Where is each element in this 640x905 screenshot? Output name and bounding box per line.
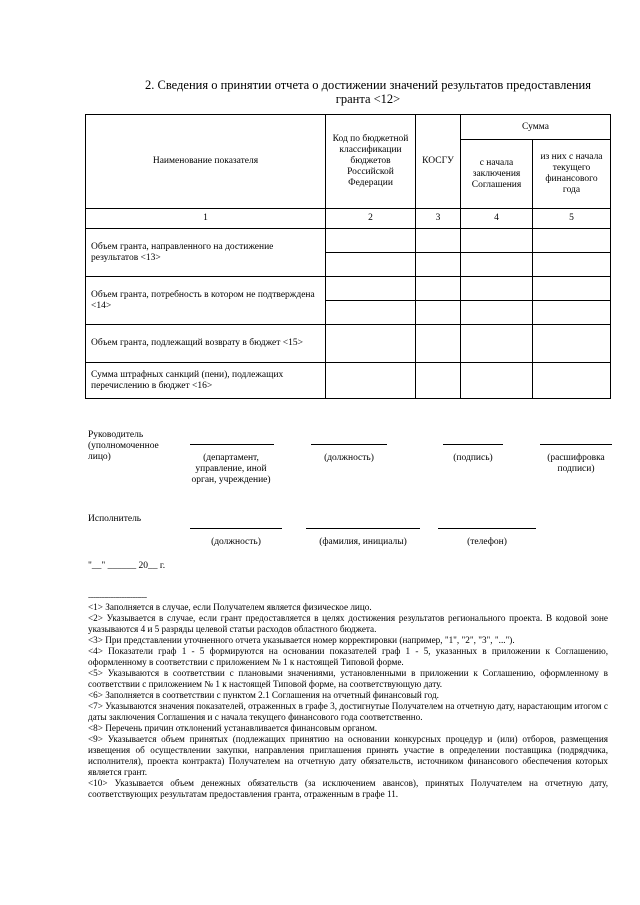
footnote: <3> При представлении уточненного отчета указывается номер корректировки (например, "1", "2", "3", "..."). (88, 635, 515, 645)
table-cell (461, 253, 533, 277)
table-cell (416, 229, 461, 253)
table-cell (461, 277, 533, 301)
footnote: <1> Заполняется в случае, если Получателем является физическое лицо. (88, 602, 372, 612)
table-cell (533, 301, 611, 325)
date-line: "__" ______ 20__ г. (88, 561, 166, 571)
head-label: Руководитель (уполномоченное лицо) (88, 430, 159, 462)
signature-line (306, 528, 420, 529)
header-indicator-name: Наименование показателя (86, 115, 326, 209)
table-cell (416, 363, 461, 399)
footnote-separator: -------------------------------- (88, 593, 147, 601)
column-number: 3 (416, 209, 461, 229)
table-cell (461, 325, 533, 363)
footnote: <6> Заполняется в соответствии с пунктом 2.1 Соглашения на отчетный финансовый год. (88, 690, 439, 700)
footnote: <10> Указывается объем денежных обязательств (за исключением авансов), принятых Получателем на отчетную дату, соответствующих результатам предоставления гранта, отраженным в графе 11. (88, 778, 608, 799)
signature-line (540, 444, 612, 445)
table-row (86, 363, 611, 399)
table-cell (461, 301, 533, 325)
decoding-caption: (расшифровка подписи) (547, 453, 605, 474)
table-cell (326, 301, 416, 325)
table-cell (416, 277, 461, 301)
table-cell (326, 277, 416, 301)
table-row (86, 325, 611, 363)
table-cell (533, 253, 611, 277)
executor-label: Исполнитель (88, 514, 142, 524)
table-cell (461, 363, 533, 399)
exec-name-caption: (фамилия, инициалы) (319, 537, 407, 547)
table-cell (416, 325, 461, 363)
footnotes (88, 602, 608, 800)
section-title (118, 78, 618, 106)
dept-caption: (департамент, управление, иной орган, учреждение) (191, 453, 271, 485)
table-cell (416, 253, 461, 277)
exec-phone-caption: (телефон) (467, 537, 507, 547)
exec-position-caption: (должность) (211, 537, 261, 547)
signature-line (311, 444, 387, 445)
signature-caption: (подпись) (453, 453, 493, 463)
table-row (86, 229, 611, 253)
table-cell (533, 277, 611, 301)
table-cell (416, 301, 461, 325)
table-cell (533, 363, 611, 399)
header-since-agreement: с начала заключения Соглашения (461, 140, 533, 209)
footnote: <5> Указываются в соответствии с плановыми значениями, установленными в приложении к Соглашению, оформленному в соответствии с приложением № 1 к настоящей Типовой форме, на соответствующую дату. (88, 668, 608, 689)
table-cell (326, 363, 416, 399)
column-number: 4 (461, 209, 533, 229)
section-title-line-2: гранта <12> (335, 92, 401, 106)
row-label: Объем гранта, подлежащий возврату в бюджет <15> (86, 325, 326, 363)
footnote: <8> Перечень причин отклонений устанавливается финансовым органом. (88, 723, 378, 733)
signature-line (190, 528, 282, 529)
signature-line (190, 444, 274, 445)
header-sum: Сумма (461, 115, 611, 140)
footnote: <9> Указывается объем принятых (подлежащих принятию на основании конкурсных процедур и (или) отборов, размещения извещения об осуществлении закупки, направления приглашения принять участие в определении поставщика (подрядчика, исполнителя), проекта контракта) Получателем на отчетную дату обязательств, источником финансового обеспечения которых является грант. (88, 734, 608, 777)
row-label: Объем гранта, потребность в котором не подтверждена <14> (86, 277, 326, 325)
column-number: 1 (86, 209, 326, 229)
footnote: <7> Указываются значения показателей, отраженных в графе 3, достигнутые Получателем на отчетную дату, нарастающим итогом с даты заключения Соглашения и с начала текущего финансового года соответственно. (88, 701, 608, 722)
position-caption: (должность) (324, 453, 374, 463)
table-cell (461, 229, 533, 253)
table-cell (533, 325, 611, 363)
table-cell (533, 229, 611, 253)
footnote: <2> Указывается в случае, если грант предоставляется в целях достижения результатов регионального проекта. В кодовой зоне указываются 4 и 5 разряды целевой статьи расходов областного бюджета. (88, 613, 608, 634)
section-title-line-1: 2. Сведения о принятии отчета о достижении значений результатов предоставления (144, 78, 591, 92)
row-label: Объем гранта, направленного на достижение результатов <13> (86, 229, 326, 277)
column-number: 2 (326, 209, 416, 229)
footnote: <4> Показатели граф 1 - 5 формируются на основании показателей граф 1 - 5, указанных в приложении к Соглашению, оформленному в соответствии с приложением № 1 к настоящей Типовой форме. (88, 646, 608, 667)
grant-report-table (85, 114, 611, 399)
header-since-year: из них с начала текущего финансового года (533, 140, 611, 209)
header-kosgu: КОСГУ (416, 115, 461, 209)
column-number: 5 (533, 209, 611, 229)
signature-line (443, 444, 503, 445)
table-cell (326, 253, 416, 277)
table-cell (326, 229, 416, 253)
header-budget-code: Код по бюджетной классификации бюджетов Российской Федерации (326, 115, 416, 209)
table-row (86, 277, 611, 301)
row-label: Сумма штрафных санкций (пени), подлежащих перечислению в бюджет <16> (86, 363, 326, 399)
signature-line (438, 528, 536, 529)
table-cell (326, 325, 416, 363)
